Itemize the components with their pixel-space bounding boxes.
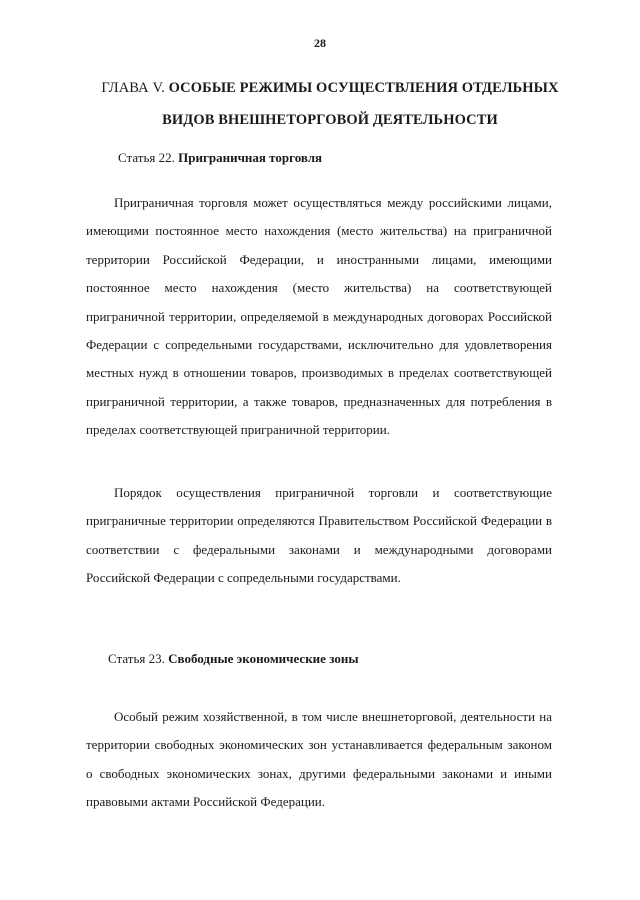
article-23-heading bbox=[108, 649, 358, 669]
article-22-label: Статья 22. bbox=[118, 150, 175, 165]
chapter-name: ОСОБЫЕ РЕЖИМЫ ОСУЩЕСТВЛЕНИЯ ОТДЕЛЬНЫХ ВИДОВ ВНЕШНЕТОРГОВОЙ ДЕЯТЕЛЬНОСТИ bbox=[162, 80, 559, 128]
chapter-title bbox=[80, 72, 580, 136]
article-22-paragraph-1: Приграничная торговля может осуществляться между российскими лицами, имеющими постоянное место нахождения (место жительства) на приграничной территории Российской Федерации, и иностранными лицами, имеющими постоянное место нахождения (место жительства) на соответствующей приграничной территории, определяемой в международных договорах Российской Федерации с сопредельными государствами, исключительно для удовлетворения местных нужд в отношении товаров, производимых в пределах соответствующей приграничной территории, а также товаров, предназначенных для потребления в пределах соответствующей приграничной территории. bbox=[86, 195, 552, 438]
article-23-paragraph-1: Особый режим хозяйственной, в том числе внешнеторговой, деятельности на территории свободных экономических зон устанавливается федеральным законом о свободных экономических зонах, другими федеральными законами и иными правовыми актами Российской Федерации. bbox=[86, 709, 552, 810]
chapter-prefix: ГЛАВА V. bbox=[101, 80, 165, 96]
page-number: 28 bbox=[314, 36, 326, 50]
article-23-name: Свободные экономические зоны bbox=[168, 651, 359, 666]
article-23-label: Статья 23. bbox=[108, 651, 165, 666]
article-22-name: Приграничная торговля bbox=[178, 150, 323, 165]
article-22-paragraph-2: Порядок осуществления приграничной торговли и соответствующие приграничные территории определяются Правительством Российской Федерации в соответствии с федеральными законами и международными договорами Российской Федерации с сопредельными государствами. bbox=[86, 485, 552, 586]
article-22-heading bbox=[118, 148, 322, 168]
